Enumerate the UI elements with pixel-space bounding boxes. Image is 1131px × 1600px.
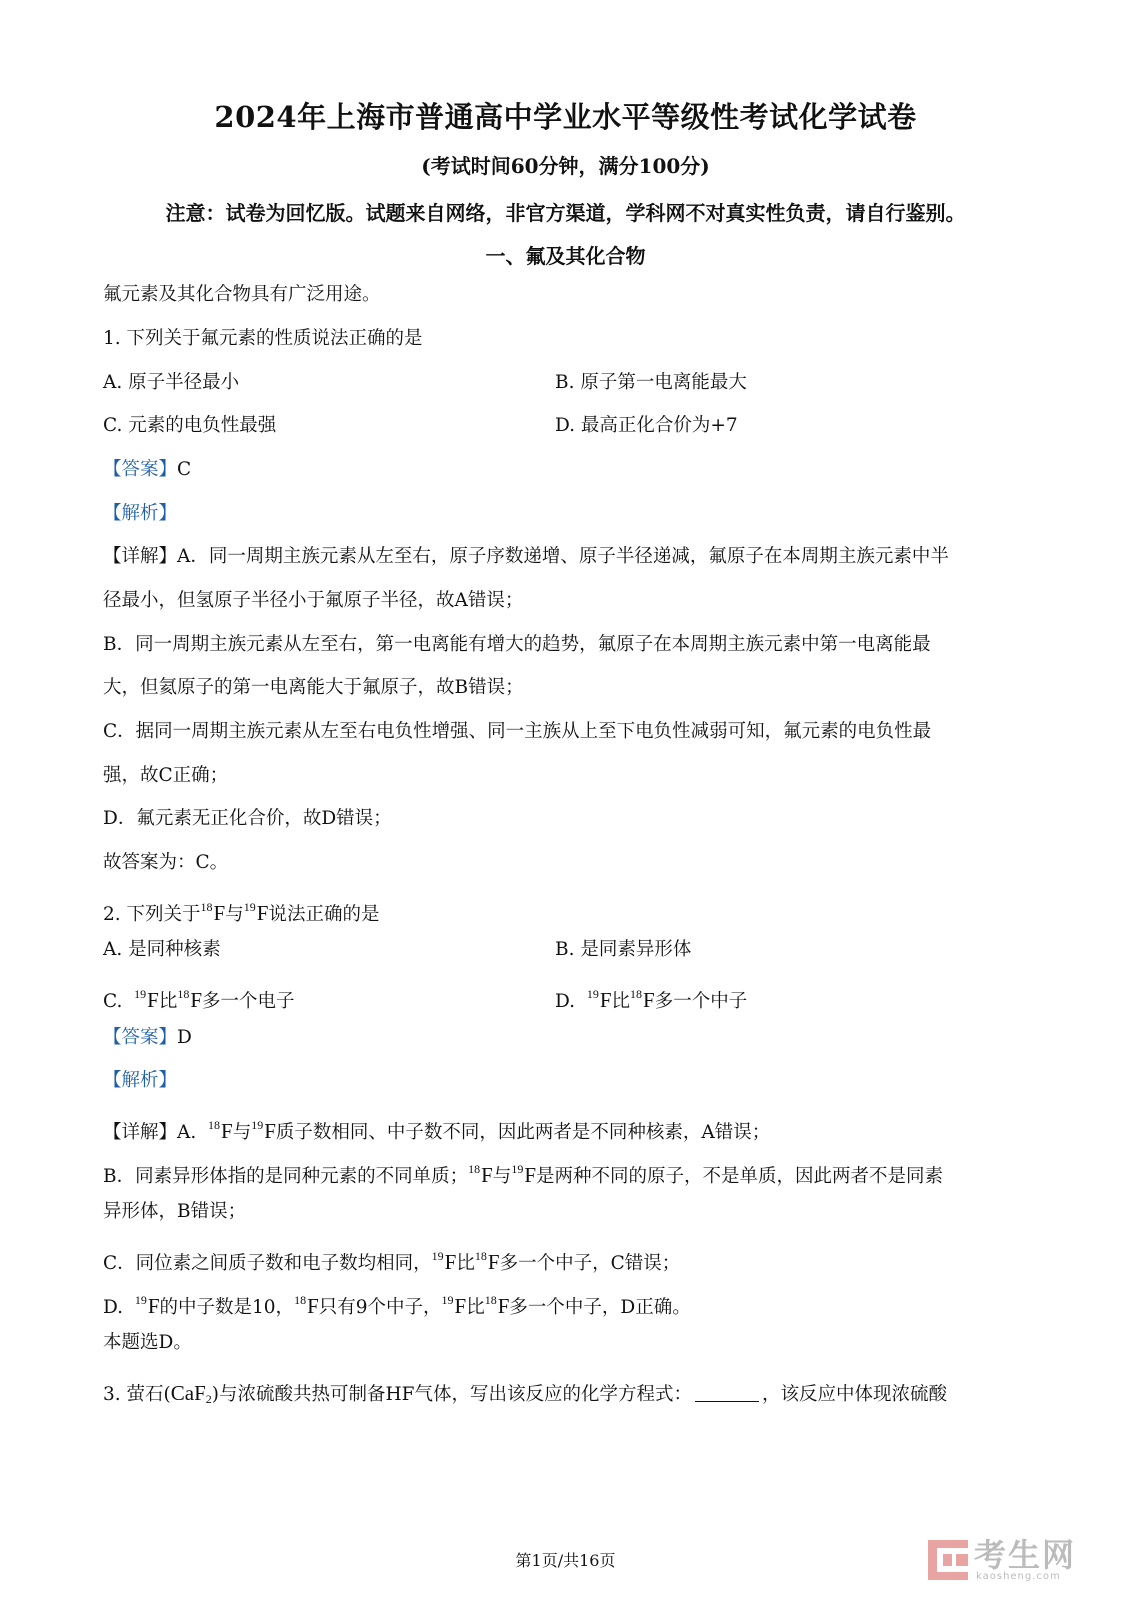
element-symbol: F <box>497 1294 510 1318</box>
element-symbol: F <box>213 901 226 925</box>
element-symbol: F <box>307 1294 319 1318</box>
q1-analysis-tag: 【解析】 <box>103 503 178 524</box>
detail-text: 比 <box>456 1253 475 1274</box>
element-symbol: F <box>256 901 269 925</box>
q1-detail-line: C．据同一周期主族元素从左至右电负性增强、同一主族从上至下电负性减弱可知，氟元素的电负性最 <box>103 721 932 742</box>
section-heading: 一、氟及其化合物 <box>485 244 646 268</box>
formula-text: CaF <box>170 1381 206 1405</box>
q1-stem: 1. 下列关于氟元素的性质说法正确的是 <box>103 328 423 349</box>
element-symbol: F <box>221 1119 233 1143</box>
q2-detail-line <box>103 1244 680 1276</box>
q2-detail-line: 异形体，B错误； <box>103 1201 247 1222</box>
detail-text: 质子数相同、中子数不同，因此两者是不同种核素，A错误； <box>275 1122 771 1143</box>
detail-text: 只有9个中子， <box>318 1297 442 1318</box>
element-symbol: F <box>147 988 159 1012</box>
element-symbol: F <box>264 1119 276 1143</box>
option-label: D. <box>555 991 576 1012</box>
isotope-f19 <box>244 901 269 925</box>
detail-tag: 【详解】 <box>103 546 178 567</box>
element-symbol: F <box>454 1294 467 1318</box>
watermark-brand: 考生网 <box>974 1536 1077 1574</box>
mass-number: 18 <box>200 900 213 914</box>
q2-stem <box>103 895 379 927</box>
isotope-f18 <box>201 901 226 925</box>
detail-text: B．同素异形体指的是同种元素的不同单质； <box>103 1166 469 1187</box>
q1-detail-line: 径最小，但氢原子半径小于氟原子半径，故A错误； <box>103 590 524 611</box>
q1-detail-line <box>103 545 949 569</box>
q2-option-c <box>103 982 295 1014</box>
watermark-url: kaosheng.com <box>976 1571 1061 1582</box>
q1-option-a: A. 原子半径最小 <box>103 372 240 393</box>
mass-number: 18 <box>630 987 643 1001</box>
stem-text: 说法正确的是 <box>268 904 380 925</box>
page-number: 第1页/共16页 <box>515 1551 616 1570</box>
isotope-f19 <box>442 1294 467 1318</box>
logo-mark-icon <box>928 1540 968 1580</box>
detail-tag: 【详解】 <box>103 1122 178 1143</box>
q2-conclusion: 本题选D。 <box>103 1332 192 1353</box>
q1-detail-line: 强，故C正确； <box>103 765 229 786</box>
mass-number: 19 <box>511 1162 524 1176</box>
stem-text: )与浓硫酸共热可制备HF气体，写出该反应的化学方程式： <box>211 1384 692 1405</box>
mass-number: 19 <box>441 1293 454 1307</box>
isotope-f19 <box>251 1119 276 1143</box>
watermark-logo <box>928 1538 1088 1582</box>
element-symbol: F <box>190 988 203 1012</box>
q2-option-a: A. 是同种核素 <box>103 939 221 960</box>
isotope-f18 <box>485 1294 510 1318</box>
element-symbol: F <box>481 1163 493 1187</box>
element-symbol: F <box>444 1250 457 1274</box>
isotope-f19 <box>511 1163 536 1187</box>
stem-text: 与 <box>225 904 244 925</box>
stem-text: 3. 萤石( <box>103 1384 171 1405</box>
answer-value: D <box>177 1027 192 1048</box>
option-text: 多一个电子 <box>202 991 295 1012</box>
option-label: C. <box>103 991 123 1012</box>
detail-text: 与 <box>232 1122 252 1143</box>
detail-text: C．同位素之间质子数和电子数均相同， <box>103 1253 432 1274</box>
isotope-f19 <box>587 988 612 1012</box>
mass-number: 18 <box>474 1249 487 1263</box>
q1-detail-line: 大，但氦原子的第一电离能大于氟原子，故B错误； <box>103 677 524 698</box>
mass-number: 19 <box>586 987 599 1001</box>
mass-number: 18 <box>177 987 190 1001</box>
q2-detail-line <box>103 1288 691 1320</box>
chem-formula <box>171 1381 212 1405</box>
intro-text: 氟元素及其化合物具有广泛用途。 <box>103 284 381 305</box>
element-symbol: F <box>643 988 655 1012</box>
detail-text: 多一个中子，D正确。 <box>509 1297 691 1318</box>
option-text: 多一个中子 <box>654 991 748 1012</box>
stem-text: ，该反应中体现浓硫酸 <box>761 1384 947 1405</box>
stem-text: 2. 下列关于 <box>103 904 201 925</box>
mass-number: 19 <box>251 1118 264 1132</box>
q1-option-c: C. 元素的电负性最强 <box>103 415 277 436</box>
mass-number: 18 <box>484 1293 497 1307</box>
option-text: 比 <box>611 991 631 1012</box>
exam-info: (考试时间60分钟，满分100分) <box>421 154 710 178</box>
mass-number: 19 <box>134 1293 147 1307</box>
detail-text: A. <box>177 1122 197 1143</box>
q1-answer <box>103 458 191 482</box>
mass-number: 19 <box>134 987 147 1001</box>
q2-answer <box>103 1026 192 1050</box>
mass-number: 19 <box>431 1249 444 1263</box>
isotope-f19 <box>432 1250 457 1274</box>
q2-detail-line <box>103 1157 943 1189</box>
isotope-f19 <box>135 1294 160 1318</box>
q2-option-d <box>555 982 747 1014</box>
q1-detail-line: D．氟元素无正化合价，故D错误； <box>103 808 392 829</box>
q1-option-d: D. 最高正化合价为+7 <box>555 415 738 436</box>
answer-value: C <box>177 459 192 480</box>
formula-subscript: 2 <box>205 1392 212 1406</box>
detail-text: 是两种不同的原子，不是单质，因此两者不是同素 <box>536 1166 944 1187</box>
element-symbol: F <box>147 1294 160 1318</box>
detail-text: A．同一周期主族元素从左至右，原子序数递增、原子半径递减，氟原子在本周期主族元素中半 <box>177 546 949 567</box>
detail-text: D. <box>103 1297 124 1318</box>
isotope-f18 <box>208 1119 233 1143</box>
q1-conclusion: 故答案为：C。 <box>103 852 229 873</box>
mass-number: 18 <box>294 1293 307 1307</box>
mass-number: 18 <box>468 1162 481 1176</box>
page-title: 2024年上海市普通高中学业水平等级性考试化学试卷 <box>214 100 917 134</box>
detail-text: 的中子数是10， <box>159 1297 295 1318</box>
element-symbol: F <box>599 988 612 1012</box>
detail-text: 与 <box>492 1166 512 1187</box>
q2-analysis-tag: 【解析】 <box>103 1070 178 1091</box>
element-symbol: F <box>487 1250 500 1274</box>
detail-text: 多一个中子，C错误； <box>499 1253 681 1274</box>
q2-option-b: B. 是同素异形体 <box>555 939 692 960</box>
isotope-f18 <box>294 1294 319 1318</box>
answer-tag: 【答案】 <box>103 459 178 480</box>
detail-text: 比 <box>466 1297 485 1318</box>
answer-tag: 【答案】 <box>103 1027 178 1048</box>
isotope-f18 <box>630 988 655 1012</box>
notice: 注意：试卷为回忆版。试题来自网络，非官方渠道，学科网不对真实性负责，请自行鉴别。 <box>165 201 966 225</box>
q3-stem <box>103 1381 947 1411</box>
option-text: 比 <box>158 991 178 1012</box>
isotope-f18 <box>475 1250 500 1274</box>
element-symbol: F <box>524 1163 536 1187</box>
isotope-f18 <box>468 1163 493 1187</box>
q2-detail-line <box>103 1113 770 1145</box>
answer-blank[interactable] <box>695 1383 759 1402</box>
q1-detail-line: B．同一周期主族元素从左至右，第一电离能有增大的趋势，氟原子在本周期主族元素中第一电离能最 <box>103 634 931 655</box>
isotope-f18 <box>177 988 202 1012</box>
q1-option-b: B. 原子第一电离能最大 <box>555 372 747 393</box>
mass-number: 19 <box>243 900 256 914</box>
mass-number: 18 <box>208 1118 221 1132</box>
isotope-f19 <box>134 988 159 1012</box>
